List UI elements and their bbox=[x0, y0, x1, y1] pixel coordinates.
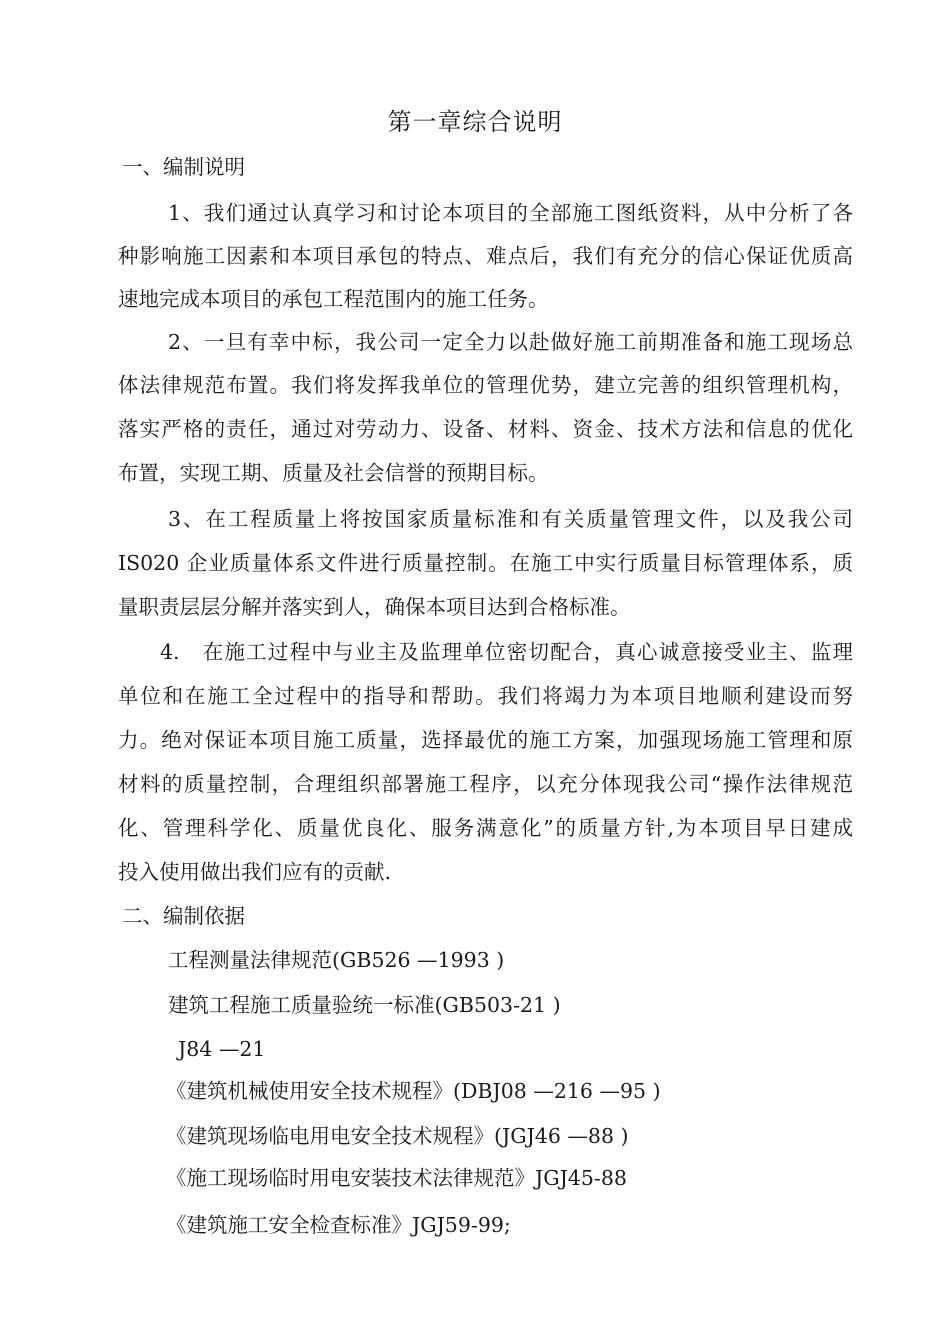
paragraph-4-line-3: 力。绝对保证本项目施工质量，选择最优的施工方案，加强现场施工管理和原 bbox=[118, 728, 853, 752]
paragraph-4-line-5: 化、管理科学化、质量优良化、服务满意化”的质量方针,为本项目早日建成 bbox=[118, 816, 853, 840]
paragraph-3-line-2: IS020 企业质量体系文件进行质量控制。在施工中实行质量目标管理体系，质 bbox=[118, 551, 853, 575]
paragraph-1-line-3: 速地完成本项目的承包工程范围内的施工任务。 bbox=[118, 287, 549, 311]
reference-item: 工程测量法律规范(GB526 —1993 ) bbox=[168, 948, 505, 972]
reference-item: 《建筑现场临电用电安全技术规程》(JGJ46 —88 ) bbox=[166, 1124, 629, 1148]
paragraph-3-line-1: 3、在工程质量上将按国家质量标准和有关质量管理文件，以及我公司 bbox=[168, 507, 853, 531]
reference-item: 《建筑施工安全检查标准》JGJ59-99; bbox=[166, 1213, 511, 1237]
chapter-title: 第一章综合说明 bbox=[387, 108, 563, 136]
paragraph-4-line-2: 单位和在施工全过程中的指导和帮助。我们将竭力为本项目地顺利建设而努 bbox=[118, 684, 853, 708]
reference-item: 《施工现场临时用电安装技术法律规范》JGJ45-88 bbox=[166, 1166, 627, 1190]
reference-item: 《建筑机械使用安全技术规程》(DBJ08 —216 —95 ) bbox=[166, 1079, 661, 1103]
paragraph-2-line-4: 布置，实现工期、质量及社会信誉的预期目标。 bbox=[118, 461, 549, 485]
reference-item: J84 —21 bbox=[178, 1037, 266, 1061]
reference-item: 建筑工程施工质量验统一标准(GB503-21 ) bbox=[168, 993, 561, 1017]
paragraph-2-line-3: 落实严格的责任，通过对劳动力、设备、材料、资金、技术方法和信息的优化 bbox=[118, 417, 853, 441]
paragraph-4-line-4: 材料的质量控制，合理组织部署施工程序，以充分体现我公司“操作法律规范 bbox=[118, 772, 853, 796]
paragraph-1-line-1: 1、我们通过认真学习和讨论本项目的全部施工图纸资料，从中分析了各 bbox=[168, 201, 853, 225]
paragraph-3-line-3: 量职责层层分解并落实到人，确保本项目达到合格标准。 bbox=[118, 595, 631, 619]
section-heading-compilation-basis: 二、编制依据 bbox=[122, 904, 245, 928]
section-heading-compilation-notes: 一、编制说明 bbox=[122, 155, 245, 179]
paragraph-1-line-2: 种影响施工因素和本项目承包的特点、难点后，我们有充分的信心保证优质高 bbox=[118, 244, 853, 268]
paragraph-4-line-6: 投入使用做出我们应有的贡献. bbox=[118, 860, 392, 884]
paragraph-2-line-2: 体法律规范布置。我们将发挥我单位的管理优势，建立完善的组织管理机构， bbox=[118, 373, 853, 397]
paragraph-4-line-1: 4. 在施工过程中与业主及监理单位密切配合，真心诚意接受业主、监理 bbox=[160, 640, 853, 664]
paragraph-2-line-1: 2、一旦有幸中标，我公司一定全力以赴做好施工前期准备和施工现场总 bbox=[168, 330, 853, 354]
